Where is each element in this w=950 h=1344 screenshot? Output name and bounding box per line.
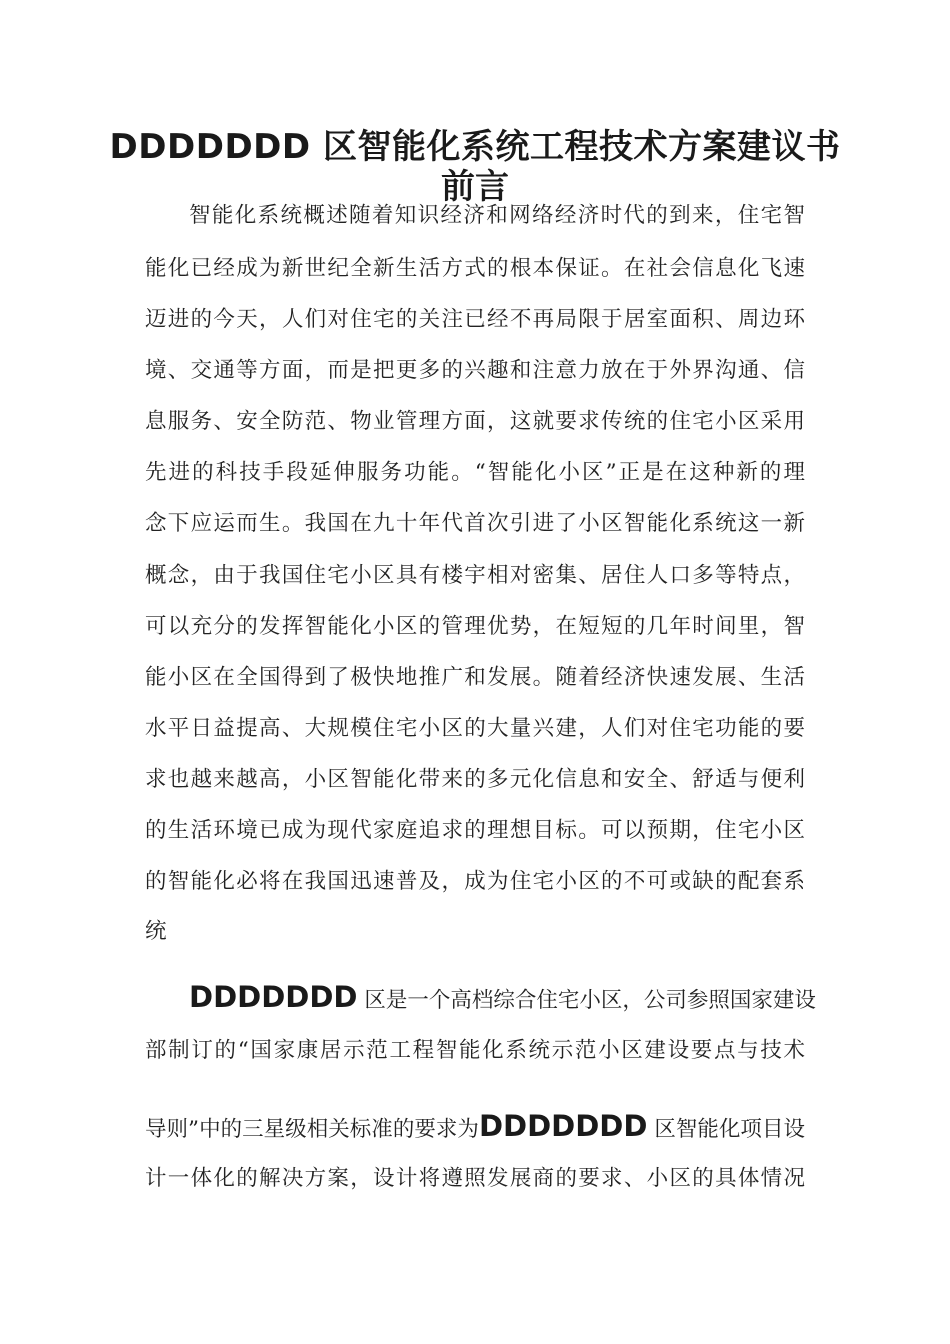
paragraph-line: 念下应运而生。我国在九十年代首次引进了小区智能化系统这一新 (145, 511, 805, 536)
project-name: DDDDDDD (189, 980, 358, 1014)
paragraph-line: 计一体化的解决方案，设计将遵照发展商的要求、小区的具体情况 (145, 1166, 805, 1191)
paragraph-text: 区智能化项目设 (654, 1117, 805, 1142)
paragraph-line: 的生活环境已成为现代家庭追求的理想目标。可以预期，住宅小区 (145, 818, 805, 843)
paragraph-text: 区是一个高档综合住宅小区，公司参照国家建设 (364, 988, 816, 1013)
paragraph-line: 境、交通等方面，而是把更多的兴趣和注意力放在于外界沟通、信 (145, 358, 805, 383)
paragraph-line: 概念，由于我国住宅小区具有楼宇相对密集、居住人口多等特点， (145, 563, 805, 588)
paragraph-line (145, 1109, 805, 1143)
paragraph-line: 部制订的“国家康居示范工程智能化系统示范小区建设要点与技术 (145, 1038, 805, 1063)
paragraph-line: 迈进的今天，人们对住宅的关注已经不再局限于居室面积、周边环 (145, 307, 805, 332)
paragraph-line: 息服务、安全防范、物业管理方面，这就要求传统的住宅小区采用 (145, 409, 805, 434)
paragraph-line: 统 (145, 919, 167, 944)
paragraph-line: 的智能化必将在我国迅速普及，成为住宅小区的不可或缺的配套系 (145, 869, 805, 894)
paragraph-line (189, 980, 816, 1014)
paragraph-line: 可以充分的发挥智能化小区的管理优势，在短短的几年时间里，智 (145, 614, 805, 639)
document-title: DDDDDDD 区智能化系统工程技术方案建议书 (109, 127, 841, 167)
paragraph-line: 先进的科技手段延伸服务功能。“智能化小区”正是在这种新的理 (145, 460, 805, 485)
paragraph-line: 能化已经成为新世纪全新生活方式的根本保证。在社会信息化飞速 (145, 256, 805, 281)
paragraph-line: 智能化系统概述随着知识经济和网络经济时代的到来，住宅智 (189, 203, 805, 228)
paragraph-line: 能小区在全国得到了极快地推广和发展。随着经济快速发展、生活 (145, 665, 805, 690)
paragraph-line: 求也越来越高，小区智能化带来的多元化信息和安全、舒适与便利 (145, 767, 805, 792)
paragraph-line: 水平日益提高、大规模住宅小区的大量兴建，人们对住宅功能的要 (145, 716, 805, 741)
section-heading: 前言 (441, 167, 509, 207)
paragraph-text: 导则”中的三星级相关标准的要求为 (145, 1117, 479, 1142)
project-name: DDDDDDD (478, 1109, 648, 1143)
